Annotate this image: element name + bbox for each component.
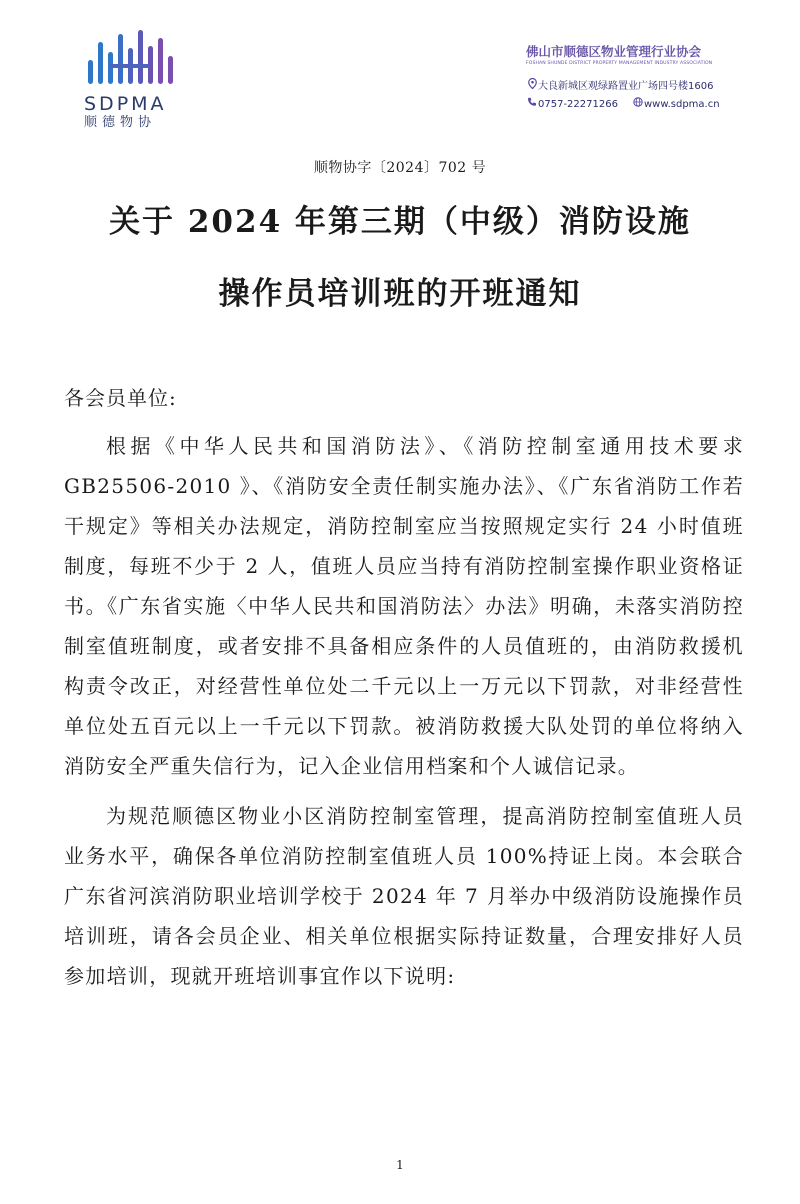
org-website[interactable]: www.sdpma.cn xyxy=(643,99,720,110)
document-body xyxy=(64,376,744,996)
org-name: 佛山市顺德区物业管理行业协会 xyxy=(526,44,702,59)
document-title-line-2: 操作员培训班的开班通知 xyxy=(218,276,582,312)
location-pin-icon xyxy=(526,78,538,96)
page-number: 1 xyxy=(396,1158,404,1172)
org-address: 大良新城区观绿路置业广场四号楼1606 xyxy=(538,81,714,92)
org-address-line xyxy=(526,78,746,96)
salutation: 各会员单位: xyxy=(64,386,177,410)
globe-icon xyxy=(632,97,644,114)
phone-icon xyxy=(526,97,538,114)
org-info xyxy=(526,44,746,114)
logo-text xyxy=(84,94,194,131)
org-phone: 0757-22271266 xyxy=(538,99,618,110)
document-title-line-1: 关于 2024 年第三期（中级）消防设施 xyxy=(109,204,691,240)
org-contact-line xyxy=(526,96,746,114)
logo-cn: 顺德物协 xyxy=(84,115,157,130)
org-name-en: FOSHAN SHUNDE DISTRICT PROPERTY MANAGEMENT INDUSTRY ASSOCIATION xyxy=(526,61,713,66)
logo-en: SDPMA xyxy=(84,93,167,115)
document-number: 顺物协字〔2024〕702 号 xyxy=(313,160,487,176)
body-paragraph-1: 根据《中华人民共和国消防法》、《消防控制室通用技术要求 GB25506-2010 》、《消防安全责任制实施办法》、《广东省消防工作若干规定》等相关办法规定，消防控制室应当按照规定实行 24 小时值班制度，每班不少于 2 人，值班人员应当持有消防控制室操作职业资格证书。《广东省实施〈中华人民共和国消防法〉办法》明确，未落实消防控制室值班制度，或者安排不具备相应条件的人员值班的，由消防救援机构责令改正，对经营性单位处二千元以上一万元以下罚款，对非经营性单位处五百元以上一千元以下罚款。被消防救援大队处罚的单位将纳入消防安全严重失信行为，记入企业信用档案和个人诚信记录。 xyxy=(64,434,744,778)
body-paragraph-2: 为规范顺德区物业小区消防控制室管理，提高消防控制室值班人员业务水平，确保各单位消防控制室值班人员 100%持证上岗。本会联合广东省河滨消防职业培训学校于 2024 年 7 月举办中级消防设施操作员培训班，请各会员企业、相关单位根据实际持证数量，合理安排好人员参加培训，现就开班培训事宜作以下说明: xyxy=(64,804,744,988)
